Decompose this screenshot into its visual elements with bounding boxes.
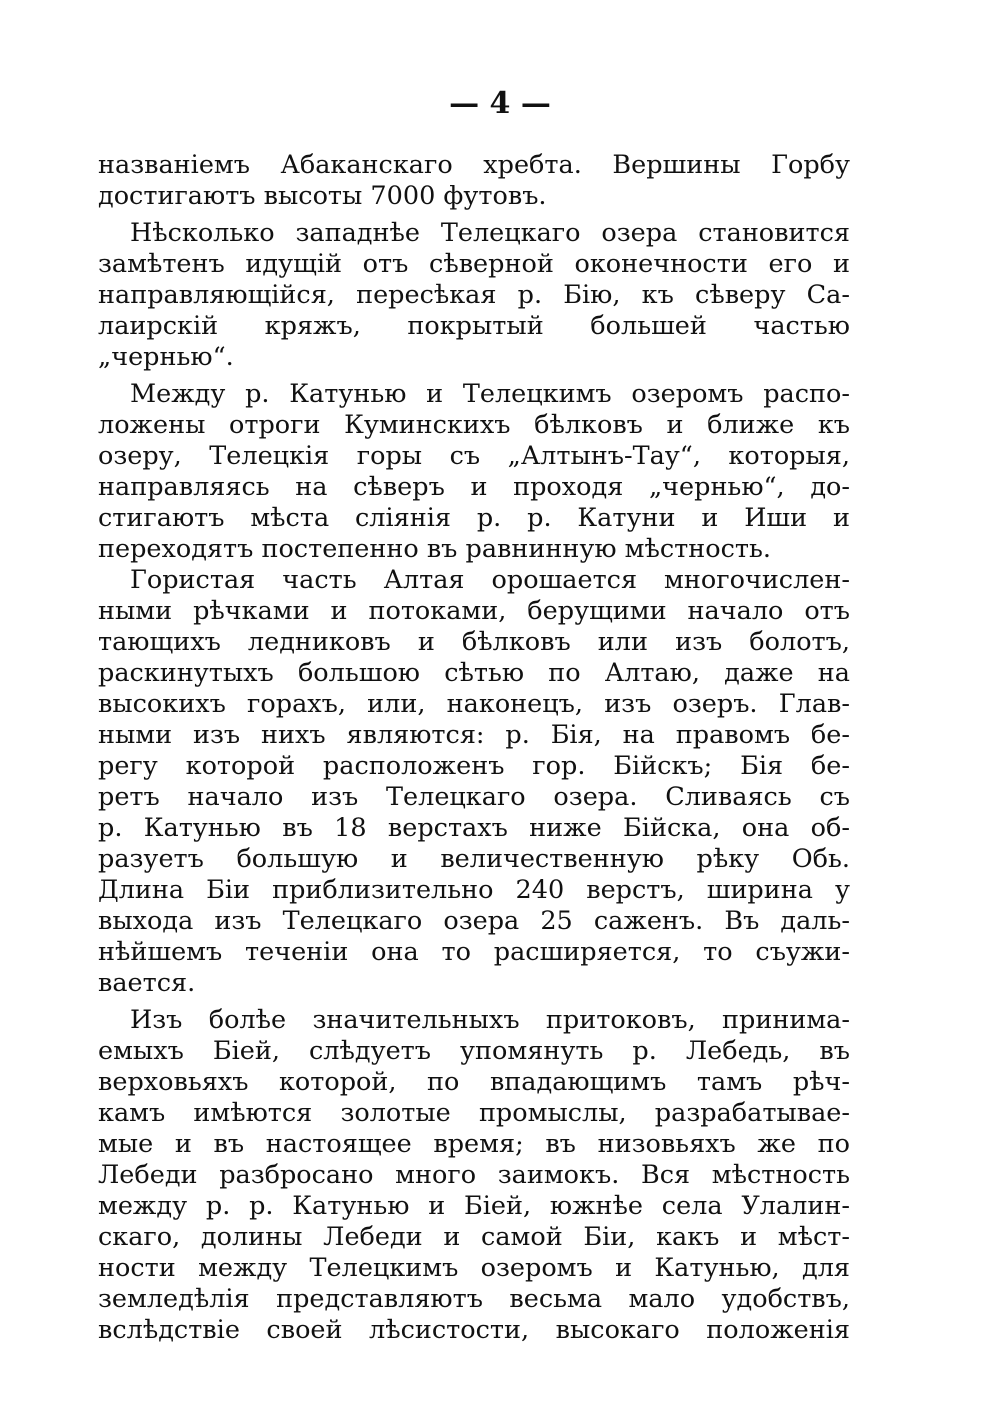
paragraph bbox=[98, 218, 850, 373]
text-line: достигаютъ высоты 7000 футовъ. bbox=[98, 181, 547, 211]
paragraph bbox=[98, 379, 850, 565]
text-line: скаго, долины Лебеди и самой Біи, какъ и мѣст- bbox=[98, 1222, 850, 1252]
text-line: раскинутыхъ большою сѣтью по Алтаю, даже на bbox=[98, 658, 850, 688]
text-line: ными изъ нихъ являются: р. Бія, на правомъ бе- bbox=[98, 720, 850, 750]
text-line: камъ имѣются золотые промыслы, разрабатывае- bbox=[98, 1098, 850, 1128]
paragraph bbox=[98, 1005, 850, 1346]
text-line: р. Катунью въ 18 верстахъ ниже Бійска, она об- bbox=[98, 813, 850, 843]
paragraph bbox=[98, 150, 850, 212]
text-line: Длина Біи приблизительно 240 верстъ, ширина у bbox=[98, 875, 850, 905]
text-line: высокихъ горахъ, или, наконецъ, изъ озеръ. Глав- bbox=[98, 689, 850, 719]
text-line: переходятъ постепенно въ равнинную мѣстность. bbox=[98, 534, 772, 564]
paragraph bbox=[98, 565, 850, 999]
text-line: Между р. Катунью и Телецкимъ озеромъ распо- bbox=[130, 379, 850, 409]
text-line: озеру, Телецкія горы съ „Алтынъ-Тау“, которыя, bbox=[98, 441, 850, 471]
text-line: между р. р. Катунью и Біей, южнѣе села Улалин- bbox=[98, 1191, 850, 1221]
text-line: ности между Телецкимъ озеромъ и Катунью, для bbox=[98, 1253, 850, 1283]
text-line: названіемъ Абаканскаго хребта. Вершины Горбу bbox=[98, 150, 850, 180]
text-line: замѣтенъ идущій отъ сѣверной оконечности его и bbox=[98, 249, 850, 279]
text-line: стигаютъ мѣста сліянія р. р. Катуни и Иши и bbox=[98, 503, 850, 533]
text-column bbox=[98, 150, 850, 1346]
page-number: — 4 — bbox=[449, 86, 551, 121]
text-line: вается. bbox=[98, 968, 196, 998]
text-line: направляющійся, пересѣкая р. Бію, къ сѣверу Са- bbox=[98, 280, 850, 310]
text-line: Гористая часть Алтая орошается многочислен- bbox=[130, 565, 850, 595]
text-line: вслѣдствіе своей лѣсистости, высокаго положенія bbox=[98, 1315, 850, 1345]
text-line: нѣйшемъ теченіи она то расширяется, то съужи- bbox=[98, 937, 850, 967]
text-line: мые и въ настоящее время; въ низовьяхъ же по bbox=[98, 1129, 850, 1159]
text-line: разуетъ большую и величественную рѣку Обь. bbox=[98, 844, 850, 874]
text-line: ложены отроги Куминскихъ бѣлковъ и ближе къ bbox=[98, 410, 850, 440]
text-line: Нѣсколько западнѣе Телецкаго озера становится bbox=[130, 218, 850, 248]
text-line: тающихъ ледниковъ и бѣлковъ или изъ болотъ, bbox=[98, 627, 850, 657]
text-line: Изъ болѣе значительныхъ притоковъ, принима- bbox=[130, 1005, 850, 1035]
text-line: регу которой расположенъ гор. Бійскъ; Бія бе- bbox=[98, 751, 850, 781]
text-line: выхода изъ Телецкаго озера 25 саженъ. Въ даль- bbox=[98, 906, 850, 936]
text-line: направляясь на сѣверъ и проходя „чернью“, до- bbox=[98, 472, 850, 502]
text-line: лаирскій кряжъ, покрытый большей частью bbox=[98, 311, 850, 341]
text-line: ными рѣчками и потоками, берущими начало отъ bbox=[98, 596, 850, 626]
text-line: емыхъ Біей, слѣдуетъ упомянуть р. Лебедь, въ bbox=[98, 1036, 850, 1066]
text-line: „чернью“. bbox=[98, 342, 234, 372]
text-line: верховьяхъ которой, по впадающимъ тамъ рѣч- bbox=[98, 1067, 850, 1097]
text-line: ретъ начало изъ Телецкаго озера. Сливаясь съ bbox=[98, 782, 850, 812]
text-line: Лебеди разбросано много заимокъ. Вся мѣстность bbox=[98, 1160, 850, 1190]
text-line: земледѣлія представляютъ весьма мало удобствъ, bbox=[98, 1284, 850, 1314]
